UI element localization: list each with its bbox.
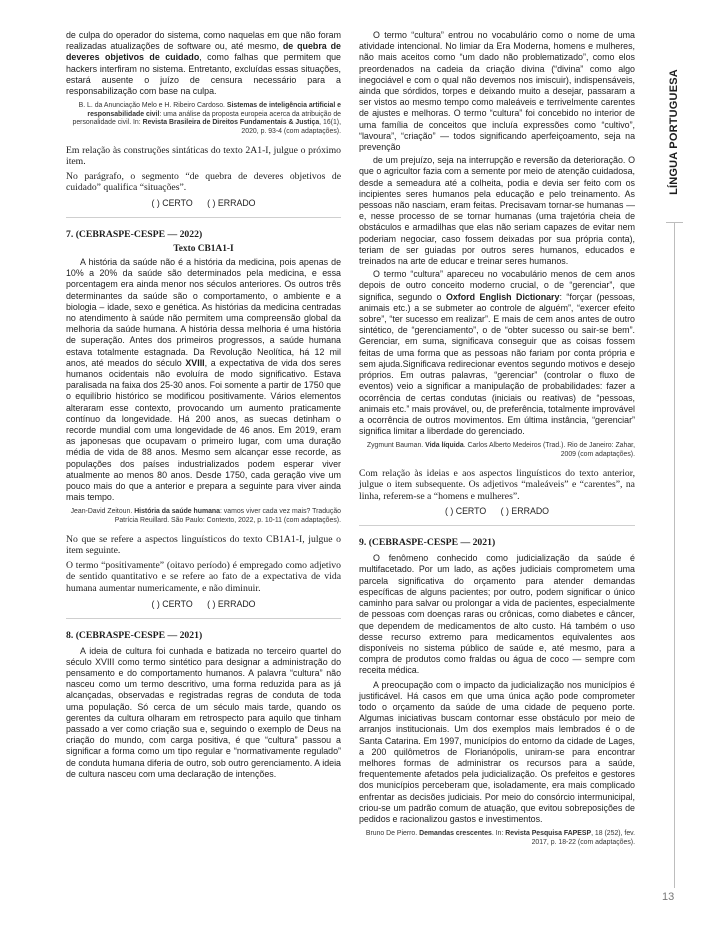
q9-text-p1: O fenômeno conhecido como judicialização da saúde é multifacetado. Por um lado, as ações judiciais comprometem uma parcela significativa do orçamento para atender demandas específicas de alguns pacientes; por outro, podem significar o único caminho para salvar ou prolongar a vida de pacientes, especialmente de pessoas com doenças raras ou crônicas, como diabetes e câncer, que dependem de medicamentos de alto custo. Há também o uso desse recurso extremo para medicamentos equivalentes aos disponíveis no sistema público de saúde e, até mesmo, para a compra de produtos como fraldas ou água de coco — sempre com receita médica. [359,553,635,676]
q8-stem: Com relação às ideias e aos aspectos linguísticos do texto anterior, julgue o item subsequente. Os adjetivos “maleáveis” e “carentes”, na linha, referem-se a “homens e mulheres”. [359,467,635,502]
divider [66,618,341,619]
page-number: 13 [662,891,675,903]
q6-certo-option[interactable]: ( ) CERTO [151,197,193,208]
q8-source: Zygmunt Bauman. Vida líquida. Carlos Alberto Medeiros (Trad.). Rio de Janeiro: Zahar, 2009 (com adaptações). [366,442,635,458]
q9-source: Bruno De Pierro. Demandas crescentes. In: Revista Pesquisa FAPESP, 18 (252), fev. 2017, p. 18-22 (com adaptações). [365,830,635,846]
q6-item: No parágrafo, o segmento “de quebra de deveres objetivos de cuidado” qualifica “situações”. [66,170,341,194]
top-passage: de culpa do operador do sistema, como naquelas em que não foram realizadas atualizações de software ou, até mesmo, de quebra de deveres objetivos de cuidado, como falhas que permitem que hackers interfiram no sistema. Entretanto, excluídas essas situações, estará ausente o juízo de censura necessário para a responsabilização com base na culpa. [66,30,341,97]
q7-header: 7. (CEBRASPE-CESPE — 2022) [66,228,203,240]
q7-options [66,599,341,609]
q8-header: 8. (CEBRASPE-CESPE — 2021) [66,629,203,641]
q8-certo-option[interactable]: ( ) CERTO [444,506,487,517]
q7-stem: No que se refere a aspectos linguísticos do texto CB1A1-I, julgue o item seguinte. [66,533,341,557]
q6-errado-option[interactable]: ( ) ERRADO [207,197,256,208]
sidebar-rule-cap [666,222,683,223]
q7-certo-option[interactable]: ( ) CERTO [151,598,193,609]
q8-text-p3: O termo “cultura” apareceu no vocabulário menos de cem anos depois de outro conceito moderno crucial, o de “gerenciar”, que significa, segundo o Oxford English Dictionary: “forçar (pessoas, animais etc.) a se submeter ao controle de alguém”, “exercer efeito sobre”, “ter sucesso em realizar”. E mais de cem anos antes de outro sintético, de “gerenciamento”, o de “obter sucesso ou sair-se bem”. Gerenciar, em suma, significava conseguir que as coisas fossem feitas de uma forma que as pessoas não fariam por conta própria e sem ajuda.Significava redirecionar eventos segundo motivos e desejo próprios. Em outras palavras, “gerenciar” (controlar o fluxo de eventos) veio a significar a manipulação de probabilidades: fazer a ocorrência de certas condutas (iniciais ou reativas) de “pessoas, animais etc.” mais provável, ou, de preferência, totalmente improvável a ocorrência de outros movimentos. Em última instância, “gerenciar” significa limitar a liberdade do gerenciado. [359,269,635,437]
q8-errado-option[interactable]: ( ) ERRADO [500,506,550,517]
q7-item: O termo “positivamente” (oitavo período) é empregado como adjetivo de sentido quantitativo e se refere ao fato de a expectativa de vida humana aumentar numericamente, e não diminuir. [66,559,341,594]
q8-text-p2: de um prejuízo, seja na interrupção e reversão da deterioração. O que o agricultor fazia com a semente por meio de atenção cuidadosa, desde a semeadura até a colheita, podia e devia ser feito com os incipientes seres humanos pela educação e pelo treinamento. As pessoas não nasciam, eram feitas. Precisavam tornar-se humanas — e, nesse processo de se tornar humanas (uma trajetória cheia de obstáculos e armadilhas que elas não seriam capazes de evitar nem poderiam negociar, caso fossem deixadas por sua própria conta), teriam de ser guiadas por outros seres humanos, educados e treinados na arte de educar e treinar seres humanos. [359,155,635,267]
q7-errado-option[interactable]: ( ) ERRADO [207,598,256,609]
q7-text-title: Texto CB1A1-I [173,243,234,254]
q7-text: A história da saúde não é a história da medicina, pois apenas de 10% a 20% da saúde são determinados pela medicina, e essa porcentagem era ainda menor nos séculos anteriores. Os outros três determinantes da saúde são o comportamento, o ambiente e a biologia – idade, sexo e genética. As histórias da medicina centradas no atendimento à saúde não permitem uma compreensão global da melhoria da saúde humana. A história dessa melhoria é uma história de superação. Antes dos primeiros progressos, a saúde humana estava totalmente estagnada. Da Revolução Neolítica, há 12 mil anos, até meados do século XVIII, a expectativa de vida dos seres humanos ocidentais não evoluíra de modo significativo. Estava paralisada na faixa dos 25-30 anos. Foi somente a partir de 1750 que o equilíbrio histórico se modificou positivamente. Vários elementos alteraram esse contexto, provocando um aumento praticamente contínuo da longevidade. Há 200 anos, as suecas detinham o recorde mundial com uma longevidade de 46 anos. Em 2019, eram as japonesas que ocupavam o primeiro lugar, com uma duração média de vida de 88 anos. Mesmo sem alcançar esse recorde, as populações dos países industrializados podem esperar viver atualmente ao menos 80 anos. Desde 1750, cada geração vive um pouco mais do que a anterior e prepara a seguinte para viver ainda mais tempo. [66,256,341,503]
q7-source: Jean-David Zeitoun. História da saúde humana: vamos viver cada vez mais? Tradução Patrícia Reuillard. São Paulo: Contexto, 2022, p. 10-11 (com adaptações). [70,508,341,525]
divider [66,217,341,218]
q6-options [66,198,341,208]
right-column [359,30,635,847]
q6-stem: Em relação às construções sintáticas do texto 2A1-I, julgue o próximo item. [66,144,341,168]
sidebar-rule [674,222,675,888]
q8-options [359,506,635,516]
q8-text-p1: O termo “cultura” entrou no vocabulário como o nome de uma atividade intencional. No limiar da Era Moderna, homens e mulheres, não mais aceitos como “um dado não problematizado”, como elos preordenados na cadeia da criação divina (“divina” como algo inegociável e com o qual não devemos nos imiscuir), indispensáveis, ainda que sórdidos, torpes e deixando muito a desejar, passaram a ser vistos ao mesmo tempo como maleáveis e terrivelmente carentes de ajustes e melhoras. O termo “cultura” foi concebido no interior de uma família de conceitos que incluía expressões como “cultivo”, “lavoura”, “criação” — todos significando aperfeiçoamento, seja na prevenção [359,30,635,153]
left-column [66,30,341,780]
divider [359,525,635,526]
section-label: LÍNGUA PORTUGUESA [668,69,680,195]
top-source: B. L. da Anunciação Melo e H. Ribeiro Cardoso. Sistemas de inteligência artificial e responsabilidade civil: uma análise da proposta europeia acerca da atribuição de personalidade civil. In: Revista Brasileira de Direitos Fundamentais & Justiça, 16(1), 2020, p. 93-4 (com adaptações). [72,102,341,135]
q9-header: 9. (CEBRASPE-CESPE — 2021) [359,537,496,549]
q8-text-left: A ideia de cultura foi cunhada e batizada no terceiro quartel do século XVIII como termo sintético para designar a administração do pensamento e do comportamento humanos. A palavra “cultura” não nasceu como um termo descritivo, uma forma reduzida para as já alcançadas, observadas e registradas regras de conduta de toda uma população. Só cerca de um século mais tarde, quando os gerentes da cultura olharam em retrospecto para aquilo que tinham passado a ver como criação sua e, seguindo o exemplo de Deus na criação do mundo, com carga positiva, é que “cultura” passou a significar a forma como um tipo regular e “normativamente regulado” de conduta humana diferia de outro, sob outro gerenciamento. A ideia de cultura nasceu com uma declaração de intenções. [66,645,341,779]
q9-text-p2: A preocupação com o impacto da judicialização nos municípios é justificável. Há casos em que uma única ação pode comprometer todo o orçamento da saúde de uma cidade de pequeno porte. Algumas iniciativas buscam contornar esse obstáculo por meio de arranjos institucionais. Um dos exemplos mais lembrados é o de Santa Catarina. Em 1997, municípios do entorno da cidade de Lages, a 200 quilômetros de Florianópolis, uniram-se para encontrar melhores formas de administrar os recursos para a saúde, frequentemente afetados pela judicialização. Os prefeitos e gestores dos municípios perceberam que, isoladamente, era mais complicado enfrentar as decisões judiciais. Por meio do consórcio intermunicipal, criou-se um padrão comum de atuação, que evitou sobreposições de pedidos e racionalizou gastos e investimentos. [359,679,635,824]
